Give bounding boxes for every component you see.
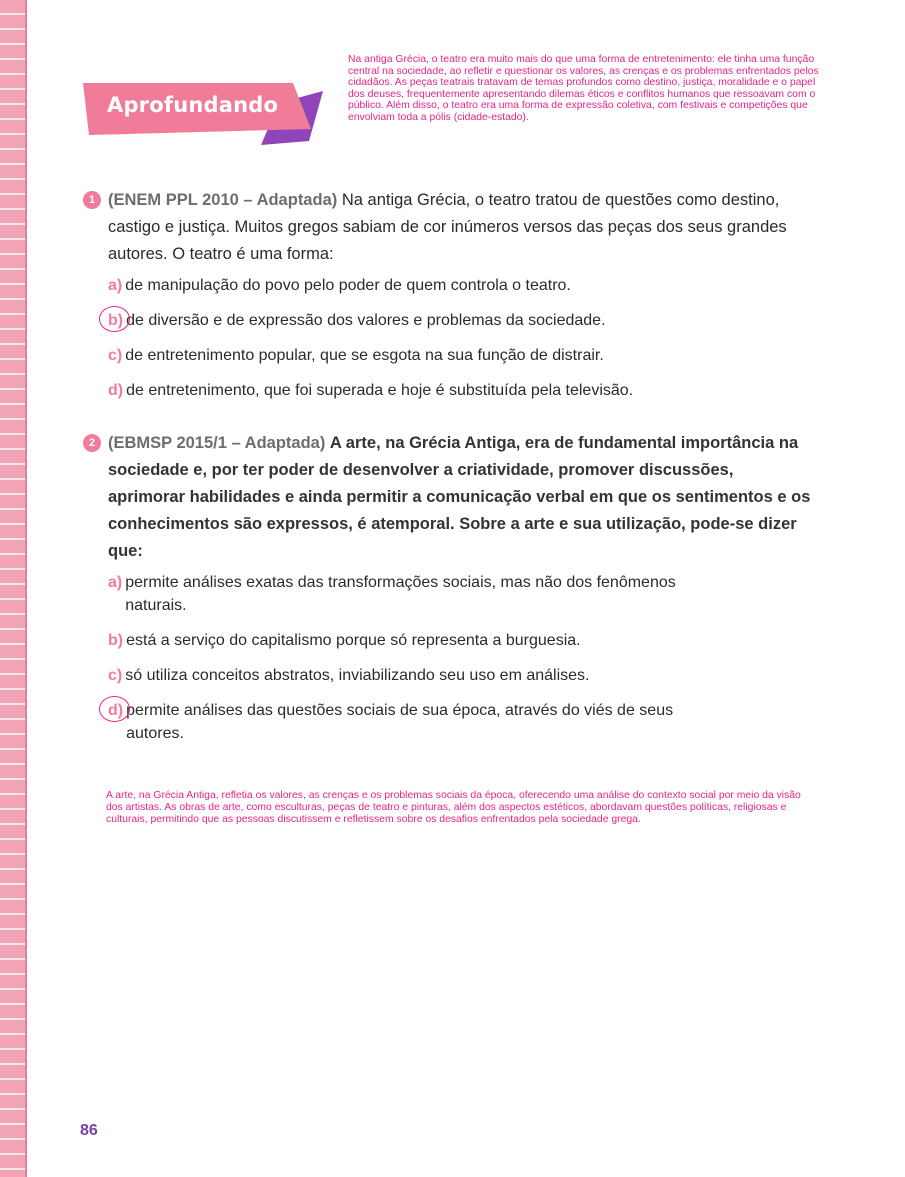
option-a[interactable] [108, 274, 813, 297]
notebook-binding-strip [0, 0, 27, 1177]
answer-circle-mark [99, 696, 130, 722]
question-stem [83, 430, 813, 565]
option-letter: c) [108, 667, 123, 684]
section-banner [83, 83, 331, 145]
question-1 [83, 187, 813, 414]
option-text: de entretenimento, que foi superada e hoje é substituída pela televisão. [126, 382, 634, 399]
option-letter: b) [108, 632, 124, 649]
question-text: A arte, na Grécia Antiga, era de fundamental importância na sociedade e, por ter poder de desenvolver a criatividade, promover discussões, aprimorar habilidades e ainda permitir a comunicação verbal em que os sentimentos e os conhecimentos são expressos, é atemporal. Sobre a arte e sua utilização, pode-se dizer que: [108, 434, 811, 560]
teacher-annotation-answer: A arte, na Grécia Antiga, refletia os valores, as crenças e os problemas sociais da época, oferecendo uma análise do contexto social por meio da visão dos artistas. As obras de arte, como esculturas, peças de teatro e pinturas, além dos aspectos estéticos, abordavam questões políticas, religiosas e culturais, permitindo que as pessoas discutissem e refletissem sobre os desafios enfrentados pela sociedade grega. [106, 790, 801, 825]
option-b[interactable] [108, 309, 813, 332]
option-letter: c) [108, 347, 123, 364]
options-list [83, 571, 813, 745]
option-text: de manipulação do povo pelo poder de quem controla o teatro. [125, 277, 571, 294]
option-d[interactable] [108, 699, 813, 745]
question-source: (EBMSP 2015/1 – Adaptada) [108, 434, 326, 452]
answer-circle-mark [99, 306, 130, 332]
option-letter [108, 309, 123, 332]
section-title: Aprofundando [107, 93, 279, 117]
option-letter-text: b) [108, 312, 124, 329]
option-text: está a serviço do capitalismo porque só representa a burguesia. [126, 632, 581, 649]
option-text: de diversão e de expressão dos valores e problemas da sociedade. [126, 312, 606, 329]
option-letter: a) [108, 277, 123, 294]
option-letter: a) [108, 574, 123, 591]
option-d[interactable] [108, 379, 813, 402]
question-stem [83, 187, 813, 268]
option-text: permite análises exatas das transformações sociais, mas não dos fenômenos naturais. [125, 574, 676, 614]
question-source: (ENEM PPL 2010 – Adaptada) [108, 191, 338, 209]
option-text: só utiliza conceitos abstratos, inviabilizando seu uso em análises. [125, 667, 590, 684]
question-number-badge: 2 [83, 434, 101, 452]
question-text: Na antiga Grécia, o teatro tratou de questões como destino, castigo e justiça. Muitos gregos sabiam de cor inúmeros versos das peças dos seus grandes autores. O teatro é uma forma: [108, 191, 787, 263]
option-c[interactable] [108, 344, 813, 367]
options-list [83, 274, 813, 402]
option-letter-text: d) [108, 702, 124, 719]
question-number-badge: 1 [83, 191, 101, 209]
option-b[interactable] [108, 629, 813, 652]
teacher-annotation-intro: Na antiga Grécia, o teatro era muito mais do que uma forma de entretenimento: ele tinha uma função central na sociedade, ao refletir e questionar os valores, as crenças e os problemas enfrentados pelos cidadãos. As peças teatrais tratavam de temas profundos como destino, justiça, moralidade e o papel dos deuses, frequentemente apresentando dilemas éticos e conflitos humanos que ressoavam com o público. Além disso, o teatro era uma forma de expressão coletiva, com festivais e competições que envolviam toda a pólis (cidade-estado). [348, 54, 819, 123]
option-text: permite análises das questões sociais de sua época, através do viés de seus autores. [126, 702, 674, 742]
option-text: de entretenimento popular, que se esgota na sua função de distrair. [125, 347, 604, 364]
page-number: 86 [80, 1122, 98, 1139]
option-letter: d) [108, 382, 124, 399]
option-letter [108, 699, 123, 722]
question-2 [83, 430, 813, 757]
option-a[interactable] [108, 571, 813, 617]
option-c[interactable] [108, 664, 813, 687]
